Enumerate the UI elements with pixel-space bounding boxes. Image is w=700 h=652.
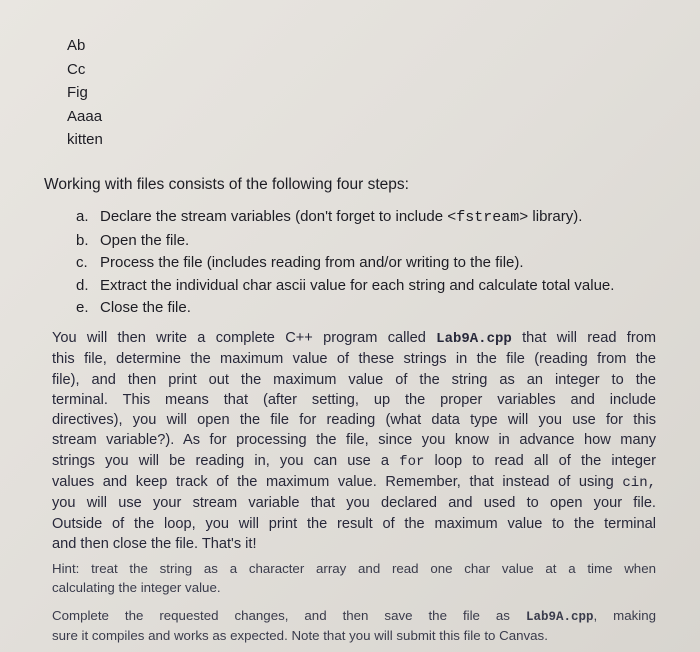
paragraph-line: stream variable?). As for processing the file, since you know in advance how many xyxy=(52,432,656,449)
step-letter: a. xyxy=(76,208,89,225)
paragraph-line: and then close the file. That's it! xyxy=(52,535,257,552)
hint-paragraph xyxy=(52,560,656,597)
paragraph-line: You will then write a complete C++ program called Lab9A.cpp that will read from xyxy=(52,330,656,347)
paragraph-line: Hint: treat the string as a character array and read one char value at a time when xyxy=(52,561,656,576)
step-letter: c. xyxy=(76,254,88,271)
paragraph-line: sure it compiles and works as expected. Note that you will submit this file to Canvas. xyxy=(52,627,548,643)
word-item: Aaaa xyxy=(67,107,103,125)
paragraph-line: terminal. This means that (after setting, up the proper variables and include xyxy=(52,391,656,408)
filename-code: Lab9A.cpp xyxy=(525,610,594,624)
step-letter: d. xyxy=(76,276,89,294)
step-item xyxy=(76,297,614,320)
paragraph-line: Outside of the loop, you will print the result of the maximum value to the terminal xyxy=(52,515,656,532)
steps-list xyxy=(76,206,614,320)
word-item: Ab xyxy=(67,37,86,54)
string-word-list xyxy=(67,34,103,152)
step-text: Close the file. xyxy=(100,299,191,316)
cin-code: cin, xyxy=(622,475,656,492)
word-item: Cc xyxy=(67,60,86,78)
step-item xyxy=(76,230,614,253)
word-item: Fig xyxy=(67,84,88,101)
paragraph-line: values and keep track of the maximum value. Remember, that instead of using cin, xyxy=(52,474,656,492)
paragraph-line: this file, determine the maximum value of these strings in the file (reading from the xyxy=(52,351,656,368)
step-text: Extract the individual char ascii value for each string and calculate total value. xyxy=(100,276,615,294)
filename-code: Lab9A.cpp xyxy=(436,331,512,347)
paragraph-line: file), and then print out the maximum value of the string as an integer to the xyxy=(52,371,656,388)
paragraph-line: you will use your stream variable that you declared and used to open your file. xyxy=(52,495,656,512)
paragraph-line: Complete the requested changes, and then save the file as Lab9A.cpp, making xyxy=(52,608,656,624)
step-item xyxy=(76,252,614,275)
step-letter: b. xyxy=(76,231,89,249)
step-text: Declare the stream variables (don't forget to include <fstream> library). xyxy=(100,208,583,226)
step-text: Open the file. xyxy=(100,231,190,249)
paragraph-line: strings you will be reading in, you can use a for loop to read all of the integer xyxy=(52,452,656,470)
steps-intro: Working with files consists of the following four steps: xyxy=(44,176,409,193)
main-paragraph xyxy=(52,328,656,554)
word-item: kitten xyxy=(67,131,103,148)
paragraph-line: directives), you will open the file for reading (what data type will you use for this xyxy=(52,412,656,429)
step-item xyxy=(76,206,614,230)
step-item xyxy=(76,275,614,298)
step-text: Process the file (includes reading from and/or writing to the file). xyxy=(100,254,524,271)
for-keyword-code: for xyxy=(399,453,425,470)
paragraph-line: calculating the integer value. xyxy=(52,579,221,595)
final-paragraph xyxy=(52,607,656,645)
fstream-code: <fstream> xyxy=(447,209,529,226)
step-letter: e. xyxy=(76,299,89,316)
